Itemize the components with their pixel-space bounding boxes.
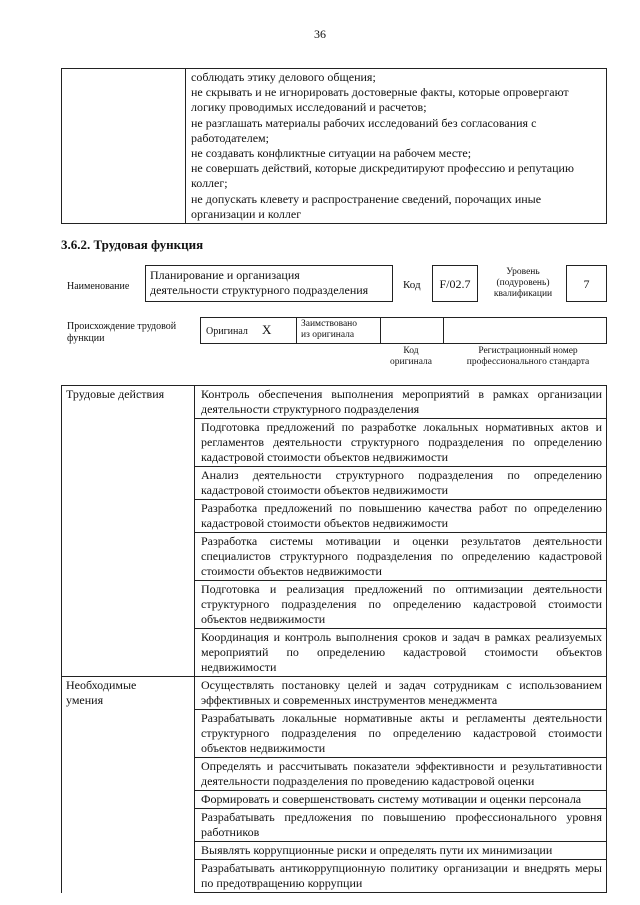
ethics-line: работодателем;: [191, 130, 269, 145]
skill-item: [195, 842, 607, 860]
labor-action-item: [195, 419, 607, 467]
labor-action-text: Контроль обеспечения выполнения мероприятий в рамках организации деятельности структурного подразделения: [201, 387, 602, 416]
labor-action-text: Разработка предложений по повышению качества работ по определению кадастровой стоимости объектов недвижимости: [201, 501, 602, 530]
registration-caption: [450, 346, 606, 368]
skill-item: [195, 809, 607, 842]
labor-action-text: Разработка системы мотивации и оценки результатов деятельности специалистов структурного подразделения по определению кадастровой стоимости объектов недвижимости: [201, 534, 602, 578]
ethics-text-cell: [186, 69, 607, 224]
labor-action-item: [195, 500, 607, 533]
function-name-line-1: Планирование и организация: [150, 268, 300, 282]
ethics-line: соблюдать этику делового общения;: [191, 70, 376, 84]
borrowed-label-line: из оригинала: [301, 330, 355, 340]
section-title: 3.6.2. Трудовая функция: [61, 237, 204, 252]
labor-action-text: Подготовка предложений по разработке локальных нормативных актов и регламентов деятельности структурного подразделения по определению кадастровой стоимости объектов недвижимости: [201, 420, 602, 464]
skill-item: [195, 791, 607, 809]
skill-text: Определять и рассчитывать показатели эффективности и результативности деятельности подразделения по проведению кадастровой оценки: [201, 759, 602, 788]
page-number: 36: [314, 27, 326, 41]
ethics-line: не совершать действий, которые дискредитируют профессию и репутацию: [191, 161, 574, 176]
labor-action-text: Анализ деятельности структурного подразделения по определению кадастровой стоимости объектов недвижимости: [201, 468, 602, 497]
skills-label-line: Необходимые: [66, 678, 137, 692]
level-label-line: квалификации: [493, 289, 553, 299]
labor-action-item: [195, 533, 607, 581]
labor-action-item: [195, 581, 607, 629]
origin-divider: [296, 317, 297, 344]
origin-label-line: функции: [67, 333, 105, 344]
skill-text: Осуществлять постановку целей и задач сотрудникам с использованием эффективных и современных инструментов менеджмента: [201, 678, 602, 707]
labor-actions-label: Трудовые действия: [62, 386, 195, 677]
origin-divider: [443, 317, 444, 344]
code-original-caption: [373, 346, 449, 368]
skill-text: Выявлять коррупционные риски и определять пути их минимизации: [201, 843, 553, 857]
code-value-box: F/02.7: [432, 265, 478, 302]
labor-action-item: [195, 629, 607, 677]
labor-action-text: Подготовка и реализация предложений по оптимизации деятельности структурного подразделения по определению кадастровой стоимости объектов недвижимости: [201, 582, 602, 626]
ethics-line: не создавать конфликтные ситуации на рабочем месте;: [191, 146, 472, 161]
level-label-line: (подуровень): [496, 278, 550, 288]
original-mark: X: [262, 322, 272, 337]
skills-label: [62, 677, 195, 893]
code-original-caption-line: оригинала: [390, 357, 432, 367]
skill-item: [195, 677, 607, 710]
level-label-line: Уровень: [506, 267, 540, 277]
function-details-table: [61, 385, 607, 893]
original-label: Оригинал: [206, 326, 248, 337]
code-label: Код: [403, 279, 421, 291]
borrowed-label-line: Заимствовано: [301, 319, 358, 329]
origin-divider: [380, 317, 381, 344]
origin-label-line: Происхождение трудовой: [67, 321, 177, 332]
origin-label: [67, 321, 176, 345]
skill-item: [195, 710, 607, 758]
skill-text: Разрабатывать локальные нормативные акты и регламенты деятельности структурного подразделения по определению кадастровой стоимости объектов недвижимости: [201, 711, 602, 755]
skill-text: Разрабатывать антикоррупционную политику организации и внедрять меры по предотвращению коррупции: [201, 861, 602, 890]
labor-action-text: Координация и контроль выполнения сроков и задач в рамках реализуемых мероприятий по определению кадастровой стоимости объектов недвижимости: [201, 630, 602, 674]
registration-caption-line: Регистрационный номер: [478, 346, 578, 356]
registration-caption-line: профессионального стандарта: [466, 357, 590, 367]
skill-item: [195, 758, 607, 791]
ethics-line: не допускать клевету и распространение сведений, порочащих иные: [191, 191, 542, 206]
ethics-line: организации и коллег: [191, 206, 302, 221]
skills-label-line: умения: [66, 693, 104, 707]
code-original-caption-line: Код: [403, 346, 419, 356]
level-label: [484, 267, 562, 300]
labor-action-item: [195, 467, 607, 500]
function-name-box: [145, 265, 393, 302]
skill-text: Формировать и совершенствовать систему мотивации и оценки персонала: [201, 792, 582, 806]
ethics-line: не скрывать и не игнорировать достоверные факты, которые опровергают: [191, 85, 569, 100]
ethics-line: логику проводимых исследований и расчетов;: [191, 100, 427, 115]
ethics-line: коллег;: [191, 176, 228, 191]
ethics-left-cell: [62, 69, 186, 224]
level-value-box: 7: [566, 265, 607, 302]
labor-action-item: [195, 386, 607, 419]
ethics-table: [61, 68, 607, 224]
function-name-line-2: деятельности структурного подразделения: [150, 283, 369, 297]
borrowed-label: [301, 319, 357, 341]
skill-item: [195, 860, 607, 893]
ethics-line: не разглашать материалы рабочих исследований без согласования с: [191, 115, 537, 130]
skill-text: Разрабатывать предложения по повышению профессионального уровня работников: [201, 810, 602, 839]
name-label: Наименование: [67, 281, 130, 292]
